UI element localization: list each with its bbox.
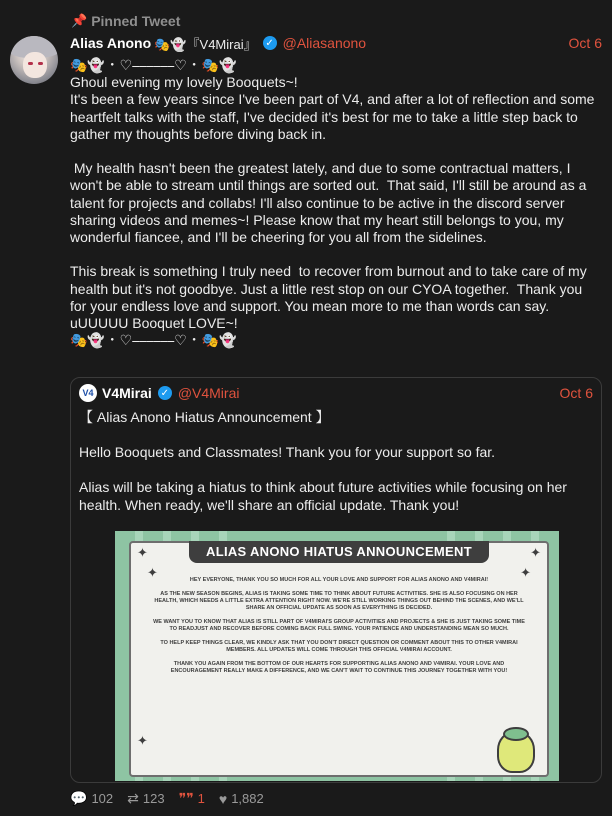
pin-icon: 📌 xyxy=(71,13,88,28)
reply-count: 102 xyxy=(91,791,114,806)
verified-badge-icon: ✓ xyxy=(263,36,277,50)
heart-icon: ♥ xyxy=(218,790,228,807)
pinned-tweet-label xyxy=(71,13,180,29)
tweet-header xyxy=(70,34,602,52)
announcement-paragraph: TO HELP KEEP THINGS CLEAR, WE KINDLY ASK THAT YOU DON'T DIRECT QUESTION OR COMMENT ABOUT THIS TO OTHER V4MIRAI MEMBERS. ALL UPDATES WILL COME THROUGH THIS OFFICIAL V4MIRAI ACCOUNT. xyxy=(160,640,518,653)
retweet-icon: ⇄ xyxy=(127,790,139,806)
sparkle-icon: ✦ xyxy=(530,545,541,560)
quote-button[interactable] xyxy=(179,790,205,807)
quote-count: 1 xyxy=(197,791,205,806)
like-count: 1,882 xyxy=(231,791,264,806)
quoted-tweet-text: 【 Alias Anono Hiatus Announcement 】 Hello Booquets and Classmates! Thank you for your support so far. Alias will be taking a hiatus to think about future activities while focusing on her health. When ready, we'll share an official update. Thank you! xyxy=(79,409,567,513)
announcement-card xyxy=(129,541,549,777)
v4mirai-logo-icon: V4 xyxy=(79,384,97,402)
reply-icon: 💬 xyxy=(70,790,88,806)
tweet-date[interactable]: Oct 6 xyxy=(568,35,602,51)
sparkle-icon: ✦ xyxy=(137,545,148,560)
quote-icon: ❞❞ xyxy=(178,790,194,806)
avatar[interactable] xyxy=(10,36,58,84)
mascot-icon xyxy=(491,727,537,771)
quoted-tweet-date[interactable]: Oct 6 xyxy=(559,385,593,401)
announcement-paragraph: THANK YOU AGAIN FROM THE BOTTOM OF OUR HEARTS FOR SUPPORTING ALIAS ANONO AND V4MIRAI. YOUR LOVE AND ENCOURAGEMENT REALLY MAKE A DIFFERENCE, AND WE CAN'T WAIT TO CONTINUE THIS JOURNEY TOGETHER WITH YOU! xyxy=(170,661,508,674)
author-name-emojis: 🎭👻『V4Mirai』 xyxy=(154,36,257,52)
like-button[interactable] xyxy=(219,791,264,807)
announcement-title: ALIAS ANONO HIATUS ANNOUNCEMENT xyxy=(189,541,489,563)
quoted-tweet[interactable] xyxy=(70,377,602,783)
reply-button[interactable] xyxy=(70,790,113,807)
sparkle-icon: ✦ xyxy=(137,733,148,748)
pinned-label-text: Pinned Tweet xyxy=(91,13,181,29)
announcement-paragraph: WE WANT YOU TO KNOW THAT ALIAS IS STILL PART OF V4MIRAI'S GROUP ACTIVITIES AND PROJECTS & SHE IS JUST TAKING SOME TIME TO READJUST AND RECOVER BEFORE COMING BACK FULL SWING. YOUR PATIENCE AND UNDERSTANDING MEAN SO MUCH. xyxy=(153,619,525,632)
quoted-author-handle[interactable]: @V4Mirai xyxy=(177,385,240,401)
sparkle-icon: ✦ xyxy=(147,565,158,580)
tweet-actions xyxy=(70,790,264,807)
retweet-count: 123 xyxy=(142,791,165,806)
announcement-paragraph: AS THE NEW SEASON BEGINS, ALIAS IS TAKING SOME TIME TO THINK ABOUT FUTURE ACTIVITIES. SHE IS ALSO FOCUSING ON HER HEALTH, WHICH NEEDS A LITTLE EXTRA ATTENTION RIGHT NOW. WE'RE STILL WORKING THINGS OUT BEHIND THE SCENES, AND WE'LL SHARE AN OFFICIAL UPDATE AS SOON AS EVERYTHING IS DECIDED. xyxy=(154,591,524,611)
author-name[interactable]: Alias Anono xyxy=(70,35,152,51)
announcement-body xyxy=(153,577,525,682)
tweet-body-text: 🎭👻 ･ ♡⎯⎯⎯⎯⎯⎯♡ ･ 🎭👻 Ghoul evening my lovely Booquets~! It's been a few years since I've been part of V4, and after a lot of reflection and some heartfelt talks with the staff, I've decided it's best for me to take a little step back to gather my thoughts before diving back in. My health hasn't been the greatest lately, and due to some contractual matters, I won't be able to stream until things are sorted out. That said, I'll still be around as a talent for projects and collabs! I'll also continue to be active in the discord server sharing videos and memes~! Please know that my heart still belongs to you, my wonderful fiancee, and I'll be cheering for you all from the sidelines. This break is something I truly need to recover from burnout and to take care of my health but it's not goodbye. Just a little rest stop on our CYOA together. Thank you for your endless love and support. You mean more to me than words can say. uUUUUU Booquet LOVE~! 🎭👻 ･ ♡⎯⎯⎯⎯⎯⎯♡ ･ 🎭👻 xyxy=(70,57,595,349)
sparkle-icon: ✦ xyxy=(520,565,531,580)
quoted-verified-badge-icon: ✓ xyxy=(158,386,172,400)
retweet-button[interactable] xyxy=(127,790,164,807)
author-handle[interactable]: @Aliasanono xyxy=(282,35,367,51)
announcement-image[interactable] xyxy=(115,531,559,781)
quoted-tweet-header xyxy=(79,384,593,402)
quoted-author-name[interactable]: V4Mirai xyxy=(102,385,152,401)
announcement-paragraph: HEY EVERYONE, THANK YOU SO MUCH FOR ALL YOUR LOVE AND SUPPORT FOR ALIAS ANONO AND V4MIRAI! xyxy=(189,577,489,583)
